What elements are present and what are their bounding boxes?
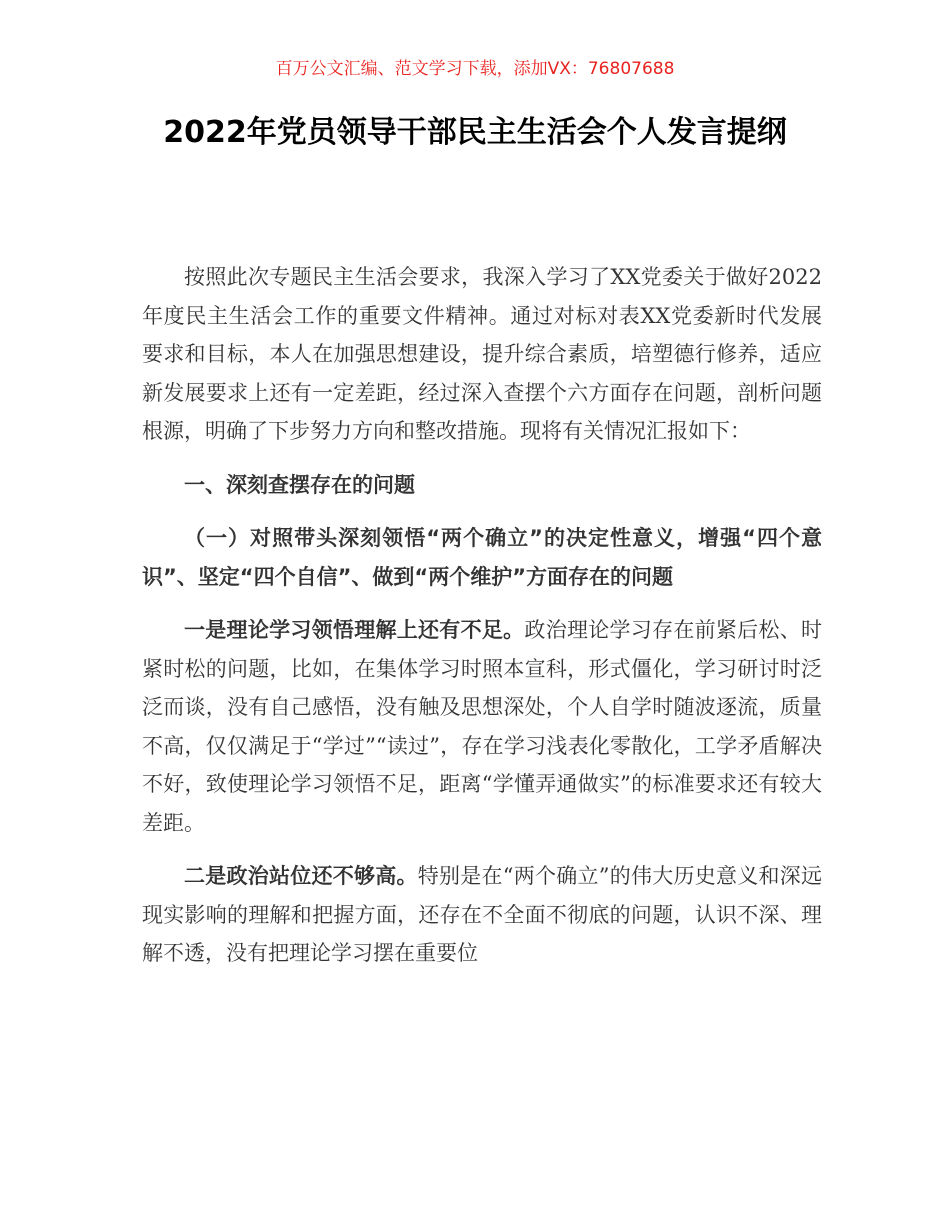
intro-paragraph: 按照此次专题民主生活会要求，我深入学习了XX党委关于做好2022年度民主生活会工作的重要文件精神。通过对标对表XX党委新时代发展要求和目标，本人在加强思想建设，提升综合素质，培塑德行修养，适应新发展要求上还有一定差距，经过深入查摆个六方面存在问题，剖析问题根源，明确了下步努力方向和整改措施。现将有关情况汇报如下： (142, 265, 822, 443)
point-2-body: 特别是在“两个确立”的伟大历史意义和深远现实影响的理解和把握方面，还存在不全面不彻底的问题，认识不深、理解不透，没有把理论学习摆在重要位 (142, 864, 822, 965)
document-title: 2022年党员领导干部民主生活会个人发言提纲 (163, 115, 787, 150)
section-heading-1: 一、深刻查摆存在的问题 (184, 472, 415, 497)
point-2-lead: 二是政治站位还不够高。 (184, 864, 418, 888)
point-1-paragraph (142, 611, 822, 842)
point-2-paragraph (142, 857, 822, 973)
document-body (142, 258, 822, 973)
header-ad-note: 百万公文汇编、范文学习下载，添加VX：76807688 (275, 59, 675, 79)
point-1-body: 政治理论学习存在前紧后松、时紧时松的问题，比如，在集体学习时照本宣科，形式僵化，学习研讨时泛泛而谈，没有自己感悟，没有触及思想深处，个人自学时随波逐流，质量不高，仅仅满足于“学过”“读过”，存在学习浅表化零散化，工学矛盾解决不好，致使理论学习领悟不足，距离“学懂弄通做实”的标准要求还有较大差距。 (142, 618, 823, 835)
subsection-heading-1: （一）对照带头深刻领悟“两个确立”的决定性意义，增强“四个意识”、坚定“四个自信”、做到“两个维护”方面存在的问题 (142, 526, 822, 589)
point-1-lead: 一是理论学习领悟理解上还有不足。 (184, 618, 525, 642)
